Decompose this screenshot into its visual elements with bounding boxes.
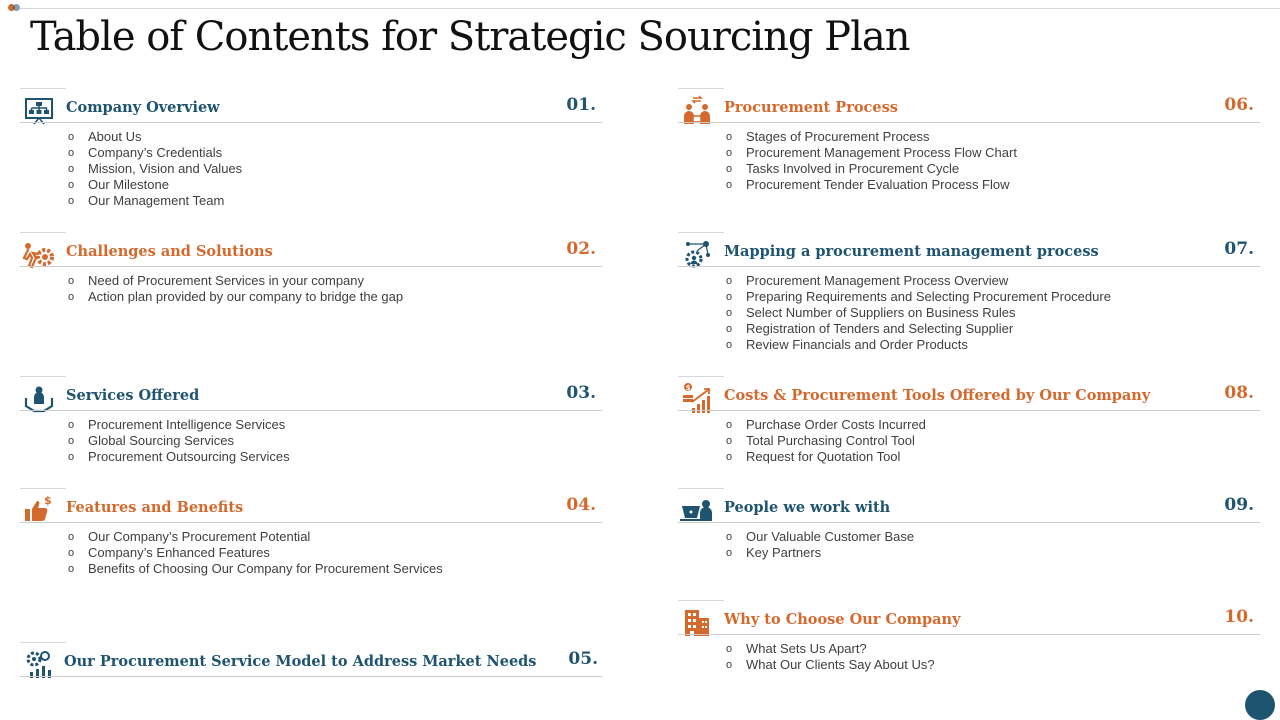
item-text: Company’s Enhanced Features	[88, 545, 270, 560]
item-text: Global Sourcing Services	[88, 433, 234, 448]
bullet-icon: o	[68, 291, 75, 303]
section-heading: Procurement Process	[724, 99, 898, 116]
bullet-icon: o	[68, 531, 75, 543]
bullet-icon: o	[726, 131, 733, 143]
section-heading: Features and Benefits	[66, 499, 244, 516]
section-number: 03.	[566, 383, 596, 403]
section-number: 02.	[566, 239, 596, 259]
section-underline	[20, 122, 602, 123]
list-item[interactable]	[726, 305, 1111, 321]
top-divider	[20, 8, 1280, 9]
section-heading: Mapping a procurement management process	[724, 243, 1099, 260]
bullet-icon: o	[68, 563, 75, 575]
svg-text:$: $	[685, 384, 691, 392]
list-item[interactable]	[68, 433, 290, 449]
bullet-icon: o	[68, 179, 75, 191]
list-item[interactable]	[726, 417, 926, 433]
bullet-icon: o	[68, 147, 75, 159]
item-text: What Our Clients Say About Us?	[746, 657, 935, 672]
section-heading: Services Offered	[66, 387, 200, 404]
toc-section-06[interactable]	[678, 88, 1260, 198]
section-underline	[678, 634, 1260, 635]
toc-section-08[interactable]	[678, 376, 1260, 476]
section-top-rule	[678, 376, 724, 377]
item-text: Tasks Involved in Procurement Cycle	[746, 161, 960, 176]
list-item[interactable]	[726, 657, 935, 673]
bullet-icon: o	[726, 531, 733, 543]
section-top-rule	[20, 88, 66, 89]
list-item[interactable]	[726, 145, 1017, 161]
list-item[interactable]	[726, 177, 1017, 193]
list-item[interactable]	[68, 561, 443, 577]
bullet-icon: o	[68, 131, 75, 143]
section-top-rule	[20, 642, 66, 643]
bullet-icon: o	[726, 323, 733, 335]
list-item[interactable]	[726, 161, 1017, 177]
bullet-icon: o	[68, 435, 75, 447]
bullet-icon: o	[726, 659, 733, 671]
item-text: Procurement Management Process Overview	[746, 273, 1009, 288]
list-item[interactable]	[68, 449, 290, 465]
bullet-icon: o	[726, 643, 733, 655]
bullet-icon: o	[726, 419, 733, 431]
bullet-icon: o	[68, 195, 75, 207]
list-item[interactable]	[68, 545, 443, 561]
item-text: Procurement Intelligence Services	[88, 417, 286, 432]
list-item[interactable]	[726, 273, 1111, 289]
item-text: Purchase Order Costs Incurred	[746, 417, 926, 432]
section-heading: Our Procurement Service Model to Address Market Needs	[64, 653, 537, 670]
corner-circle-decoration	[1245, 690, 1275, 720]
item-text: Key Partners	[746, 545, 822, 560]
toc-section-03[interactable]	[20, 376, 602, 476]
list-item[interactable]	[726, 449, 926, 465]
list-item[interactable]	[68, 161, 242, 177]
list-item[interactable]	[68, 193, 242, 209]
bullet-icon: o	[726, 307, 733, 319]
bullet-icon: o	[68, 163, 75, 175]
list-item[interactable]	[68, 529, 443, 545]
section-underline	[678, 122, 1260, 123]
section-top-rule	[20, 232, 66, 233]
bullet-icon: o	[726, 163, 733, 175]
bullet-icon: o	[726, 275, 733, 287]
teal-dot	[13, 4, 20, 11]
bullet-icon: o	[726, 451, 733, 463]
section-items	[726, 529, 914, 561]
list-item[interactable]	[68, 273, 403, 289]
bullet-icon: o	[726, 435, 733, 447]
section-top-rule	[20, 376, 66, 377]
section-items	[68, 129, 242, 209]
section-underline	[678, 266, 1260, 267]
section-underline	[678, 410, 1260, 411]
section-underline	[20, 410, 602, 411]
item-text: Our Company’s Procurement Potential	[88, 529, 311, 544]
toc-section-10[interactable]	[678, 600, 1260, 680]
section-top-rule	[678, 232, 724, 233]
item-text: Request for Quotation Tool	[746, 449, 901, 464]
section-top-rule	[678, 88, 724, 89]
bullet-icon: o	[726, 339, 733, 351]
item-text: About Us	[88, 129, 142, 144]
bullet-icon: o	[68, 275, 75, 287]
list-item[interactable]	[726, 337, 1111, 353]
section-top-rule	[678, 600, 724, 601]
item-text: Procurement Management Process Flow Chart	[746, 145, 1017, 160]
item-text: Select Number of Suppliers on Business Rules	[746, 305, 1016, 320]
list-item[interactable]	[68, 289, 403, 305]
section-items	[726, 273, 1111, 353]
list-item[interactable]	[726, 545, 914, 561]
bullet-icon: o	[726, 179, 733, 191]
page-title: Table of Contents for Strategic Sourcing Plan	[30, 14, 910, 60]
item-text: Registration of Tenders and Selecting Supplier	[746, 321, 1014, 336]
item-text: Benefits of Choosing Our Company for Procurement Services	[88, 561, 443, 576]
toc-section-01[interactable]	[20, 88, 602, 218]
bullet-icon: o	[68, 419, 75, 431]
bullet-icon: o	[726, 547, 733, 559]
svg-text:$: $	[44, 494, 52, 507]
bullet-icon: o	[726, 291, 733, 303]
section-heading: Costs & Procurement Tools Offered by Our Company	[724, 387, 1151, 404]
list-item[interactable]	[726, 641, 935, 657]
toc-section-09[interactable]	[678, 488, 1260, 568]
item-text: Total Purchasing Control Tool	[746, 433, 915, 448]
list-item[interactable]	[68, 417, 290, 433]
list-item[interactable]	[726, 321, 1111, 337]
list-item[interactable]	[726, 129, 1017, 145]
section-underline	[20, 676, 602, 677]
item-text: Company’s Credentials	[88, 145, 223, 160]
section-underline	[20, 266, 602, 267]
item-text: Action plan provided by our company to bridge the gap	[88, 289, 404, 304]
item-text: What Sets Us Apart?	[746, 641, 867, 656]
section-heading: Why to Choose Our Company	[724, 611, 961, 628]
item-text: Need of Procurement Services in your company	[88, 273, 365, 288]
section-items	[68, 529, 443, 577]
section-number: 10.	[1224, 607, 1254, 627]
section-number: 09.	[1224, 495, 1254, 515]
section-number: 04.	[566, 495, 596, 515]
list-item[interactable]	[726, 529, 914, 545]
item-text: Review Financials and Order Products	[746, 337, 968, 352]
section-underline	[20, 522, 602, 523]
toc-section-04[interactable]	[20, 488, 602, 588]
section-items	[726, 129, 1017, 193]
item-text: Our Management Team	[88, 193, 225, 208]
section-heading: People we work with	[724, 499, 891, 516]
decor-dots	[8, 4, 22, 12]
section-number: 06.	[1224, 95, 1254, 115]
item-text: Procurement Outsourcing Services	[88, 449, 290, 464]
list-item[interactable]	[726, 289, 1111, 305]
bullet-icon: o	[68, 547, 75, 559]
section-heading: Company Overview	[66, 99, 220, 116]
section-number: 01.	[566, 95, 596, 115]
section-items	[726, 641, 935, 673]
item-text: Our Milestone	[88, 177, 169, 192]
section-top-rule	[678, 488, 724, 489]
section-number: 08.	[1224, 383, 1254, 403]
list-item[interactable]	[68, 145, 242, 161]
section-top-rule	[20, 488, 66, 489]
section-underline	[678, 522, 1260, 523]
item-text: Stages of Procurement Process	[746, 129, 930, 144]
item-text: Our Valuable Customer Base	[746, 529, 915, 544]
toc-section-07[interactable]	[678, 232, 1260, 362]
list-item[interactable]	[68, 177, 242, 193]
item-text: Preparing Requirements and Selecting Procurement Procedure	[746, 289, 1111, 304]
bullet-icon: o	[726, 147, 733, 159]
section-heading: Challenges and Solutions	[66, 243, 273, 260]
section-items	[68, 273, 403, 305]
item-text: Procurement Tender Evaluation Process Flow	[746, 177, 1010, 192]
list-item[interactable]	[68, 129, 242, 145]
section-items	[726, 417, 926, 465]
section-number: 07.	[1224, 239, 1254, 259]
section-number: 05.	[568, 649, 598, 669]
section-items	[68, 417, 290, 465]
item-text: Mission, Vision and Values	[88, 161, 243, 176]
toc-section-05[interactable]	[20, 642, 602, 678]
list-item[interactable]	[726, 433, 926, 449]
bullet-icon: o	[68, 451, 75, 463]
toc-section-02[interactable]	[20, 232, 602, 312]
